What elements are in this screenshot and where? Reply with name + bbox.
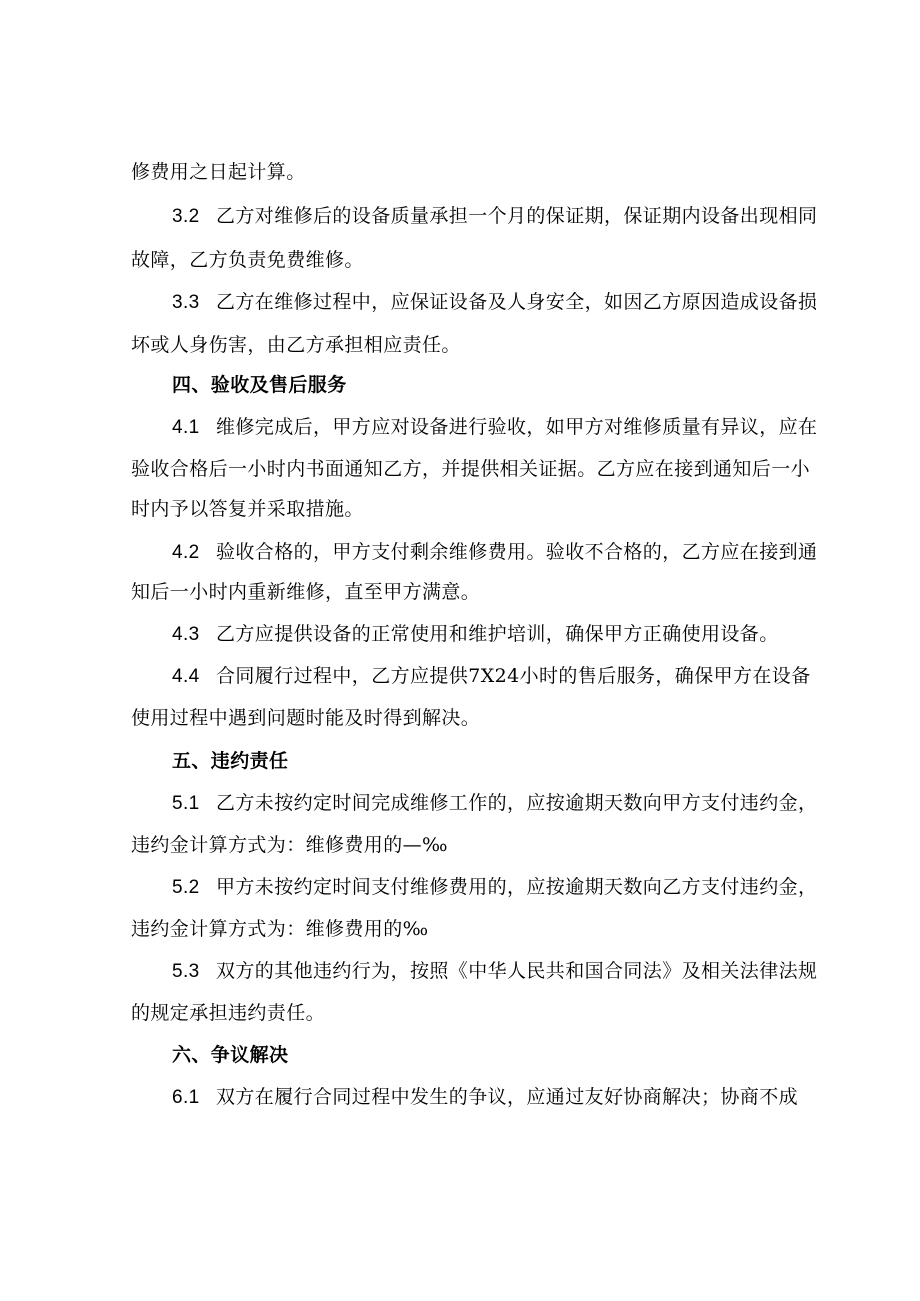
clause-number: 4.3 (172, 624, 200, 645)
clause-number: 5.3 (172, 961, 200, 982)
clause-6-1 (172, 1085, 798, 1110)
line-text: 维修完成后，甲方应对设备进行验收，如甲方对维修质量有异议，应在 (216, 416, 818, 438)
line-text: 合同履行过程中，乙方应提供7X24小时的售后服务，确保甲方在设备 (216, 665, 811, 687)
body-line (131, 333, 461, 357)
body-line (131, 248, 364, 272)
line-text: 验收合格的，甲方支付剩余维修费用。验收不合格的，乙方应在接到通 (216, 541, 818, 563)
clause-number: 4.1 (172, 417, 200, 438)
clause-number: 4.2 (172, 542, 200, 563)
clause-number: 3.3 (172, 292, 200, 313)
clause-5-2 (172, 875, 817, 900)
clause-number: 4.4 (172, 666, 200, 687)
body-line (131, 1001, 325, 1025)
line-text: 乙方对维修后的设备质量承担一个月的保证期，保证期内设备出现相同 (216, 205, 818, 227)
clause-4-4 (172, 664, 811, 689)
line-text: 乙方在维修过程中，应保证设备及人身安全，如因乙方原因造成设备损 (216, 291, 818, 313)
clause-number: 6.1 (172, 1087, 200, 1108)
body-line (131, 457, 810, 481)
section-heading-5 (172, 749, 288, 773)
body-line (131, 917, 429, 941)
clause-4-3 (172, 622, 779, 647)
line-text: 违约金计算方式为：维修费用的‰ (131, 918, 429, 940)
line-text: 坏或人身伤害，由乙方承担相应责任。 (131, 334, 461, 356)
body-line (131, 833, 448, 857)
line-text: 双方在履行合同过程中发生的争议，应通过友好协商解决；协商不成 (216, 1086, 799, 1108)
clause-number: 3.2 (172, 206, 200, 227)
line-text: 乙方未按约定时间完成维修工作的，应按逾期天数向甲方支付违约金， (216, 792, 818, 814)
line-text: 故障，乙方负责免费维修。 (131, 249, 364, 271)
clause-number: 5.1 (172, 793, 200, 814)
clause-4-2 (172, 540, 817, 565)
line-text: 验收合格后一小时内书面通知乙方，并提供相关证据。乙方应在接到通知后一小 (131, 458, 811, 480)
line-text: 甲方未按约定时间支付维修费用的，应按逾期天数向乙方支付违约金， (216, 876, 818, 898)
heading-text: 四、验收及售后服务 (172, 374, 347, 396)
clause-4-1 (172, 415, 817, 440)
body-line (131, 580, 480, 604)
body-line (131, 497, 364, 521)
line-text: 知后一小时内重新维修，直至甲方满意。 (131, 581, 481, 603)
heading-text: 五、违约责任 (172, 750, 289, 772)
section-heading-4 (172, 373, 347, 397)
clause-3-2 (172, 204, 817, 229)
line-text: 使用过程中遇到问题时能及时得到解决。 (131, 707, 481, 729)
line-text: 时内予以答复并采取措施。 (131, 498, 364, 520)
line-text: 违约金计算方式为：维修费用的—‰ (131, 834, 448, 856)
body-line (131, 160, 306, 184)
heading-text: 六、争议解决 (172, 1044, 289, 1066)
clause-5-1 (172, 791, 817, 816)
clause-3-3 (172, 290, 817, 315)
clause-number: 5.2 (172, 877, 200, 898)
line-text: 双方的其他违约行为，按照《中华人民共和国合同法》及相关法律法规 (216, 960, 818, 982)
clause-5-3 (172, 959, 817, 984)
line-text: 乙方应提供设备的正常使用和维护培训，确保甲方正确使用设备。 (216, 623, 779, 645)
line-text: 的规定承担违约责任。 (131, 1002, 326, 1024)
line-text: 修费用之日起计算。 (131, 161, 306, 183)
body-line (131, 706, 480, 730)
section-heading-6 (172, 1043, 288, 1067)
